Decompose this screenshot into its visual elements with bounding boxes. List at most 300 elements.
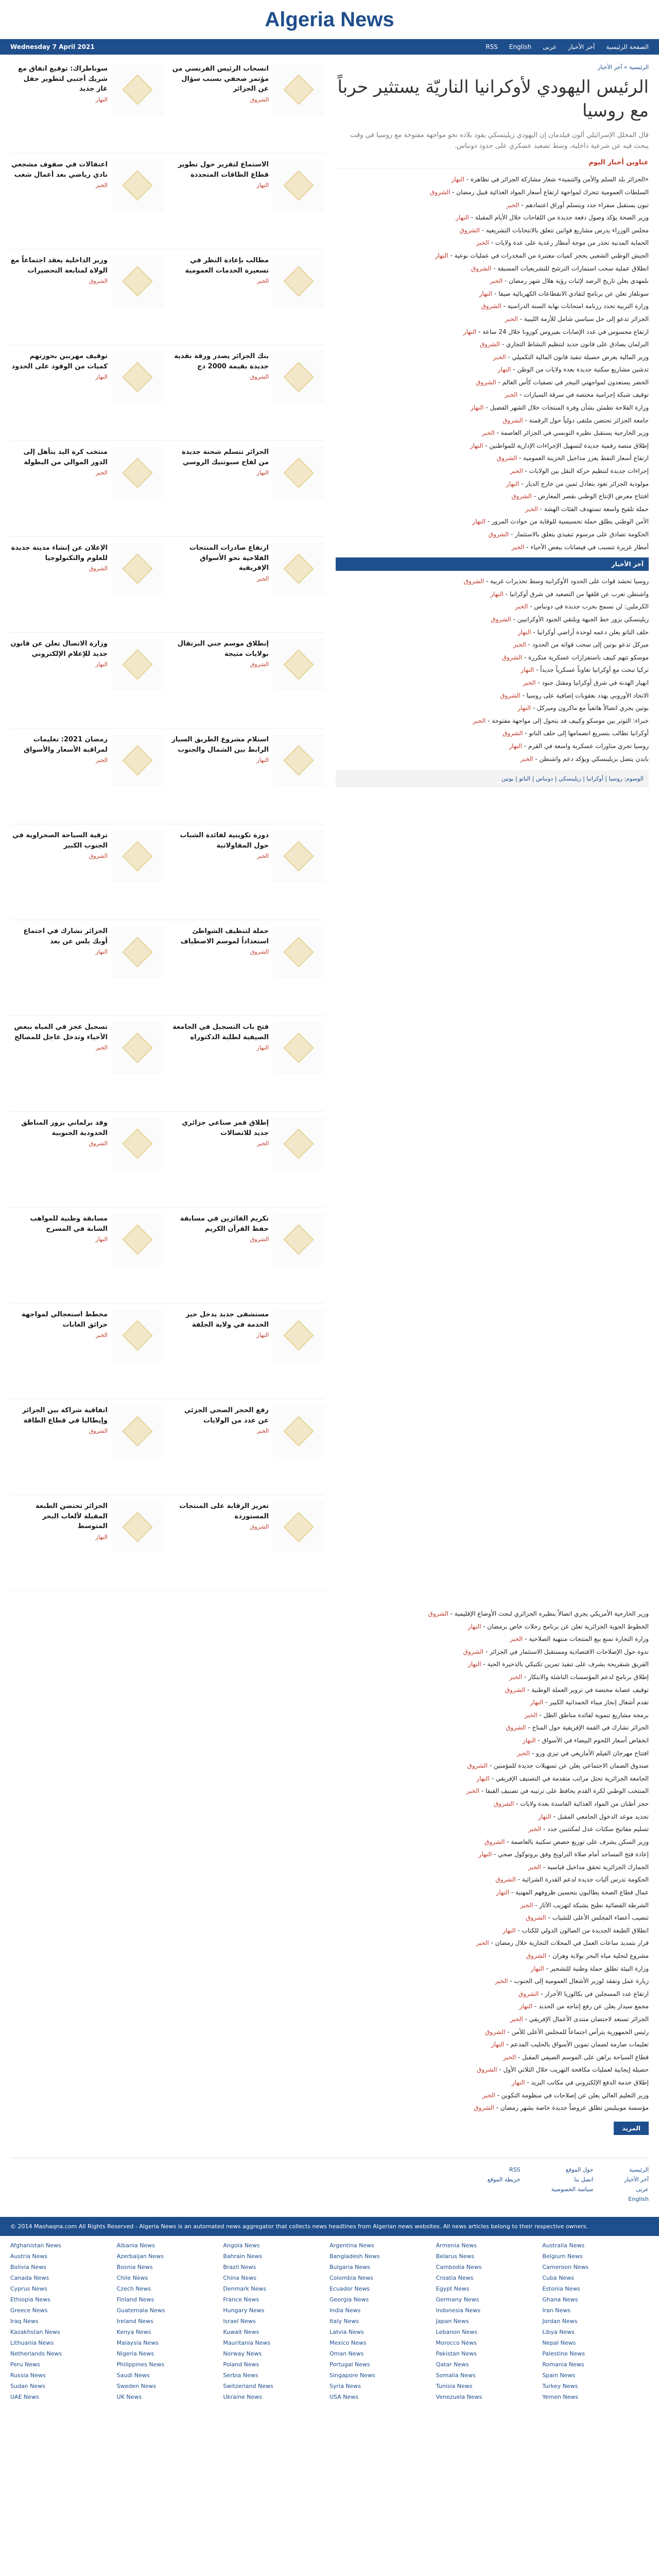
- news-card[interactable]: [10, 543, 163, 632]
- news-item[interactable]: تحديد موعد الدخول الجامعي المقبل - النهار: [538, 1812, 649, 1820]
- news-item[interactable]: إطلاق خدمة الدفع الإلكتروني في مكاتب البريد - النهار: [511, 2078, 649, 2086]
- news-item-title[interactable]: مشروع لتحلية مياه البحر بولاية وهران: [552, 1952, 649, 1960]
- news-item-title[interactable]: روسيا تحشد قوات على الحدود الأوكرانية وسط تحذيرات غربية: [490, 578, 649, 585]
- news-item-title[interactable]: الخطوط الجوية الجزائرية تعلن عن برنامج رحلات خاص برمضان: [487, 1622, 649, 1630]
- network-site-link[interactable]: Bulgaria News: [330, 2264, 370, 2271]
- news-item[interactable]: افتتاح مهرجان الفيلم الأمازيغي في تيزي وزو - الخبر: [517, 1749, 649, 1757]
- news-item[interactable]: زيلينسكي يزور خط الجبهة ويلتقي الجنود الأوكرانيين - الشروق: [491, 615, 649, 623]
- network-site-link[interactable]: Lebanon News: [436, 2329, 477, 2336]
- network-site-link[interactable]: Poland News: [223, 2361, 259, 2368]
- footer-link[interactable]: RSS: [509, 2166, 521, 2173]
- network-site-link[interactable]: India News: [330, 2307, 361, 2314]
- news-item-title[interactable]: الجمارك الجزائرية تحقق مداخيل قياسية: [547, 1863, 649, 1871]
- card-title[interactable]: انسحاب الرئيس الفرنسي من مؤتمر صحفي بسبب سؤال عن الجزائر: [172, 65, 269, 93]
- news-card[interactable]: [10, 447, 163, 536]
- news-item[interactable]: الجيش الوطني الشعبي يحجز كميات معتبرة من المخدرات في عمليات نوعية - النهار: [435, 251, 649, 259]
- news-card[interactable]: [10, 1118, 163, 1207]
- news-item-title[interactable]: الجزائر تستعد لاحتضان منتدى الأعمال الإفريقي: [529, 2015, 649, 2023]
- news-card[interactable]: [171, 1501, 324, 1590]
- network-site-link[interactable]: Norway News: [223, 2350, 262, 2358]
- news-item[interactable]: تسليم مفاتيح سكنات عدل لمكتتبين جدد - الخبر: [528, 1825, 649, 1833]
- network-site-link[interactable]: Sudan News: [10, 2383, 45, 2390]
- network-site-link[interactable]: Georgia News: [330, 2296, 369, 2303]
- news-item[interactable]: الشرطة القضائية تطيح بشبكة لتهريب الآثار - الخبر: [520, 1901, 649, 1909]
- card-title[interactable]: اتفاقية شراكة بين الجزائر وإيطاليا في قطاع الطاقة: [22, 1406, 108, 1425]
- news-item-title[interactable]: تسليم مفاتيح سكنات عدل لمكتتبين جدد: [547, 1825, 649, 1833]
- network-site-link[interactable]: Mauritania News: [223, 2340, 271, 2347]
- news-item[interactable]: وزير السكن يشرف على توزيع حصص سكنية بالعاصمة - الشروق: [484, 1838, 649, 1845]
- nav-link[interactable]: آخر الأخبار: [568, 43, 595, 50]
- news-item-title[interactable]: ندوة حول الإصلاحات الاقتصادية ومستقبل الاستثمار في الجزائر: [490, 1648, 649, 1655]
- news-card[interactable]: [10, 351, 163, 440]
- news-item[interactable]: حجز أطنان من المواد الغذائية الفاسدة بعدة ولايات - الشروق: [493, 1800, 649, 1807]
- news-card[interactable]: [171, 735, 324, 824]
- network-site-link[interactable]: Cameroon News: [542, 2264, 589, 2271]
- news-item-title[interactable]: الفريق شنقريحة يشرف على تنفيذ تمرين تكتيكي بالذخيرة الحية: [487, 1660, 649, 1668]
- network-site-link[interactable]: Brazil News: [223, 2264, 256, 2271]
- footer-link[interactable]: آخر الأخبار: [624, 2176, 649, 2183]
- network-site-link[interactable]: Albania News: [116, 2242, 155, 2249]
- news-item[interactable]: أوكرانيا تطالب بتسريع انضمامها إلى حلف الناتو - الشروق: [502, 730, 649, 737]
- news-item-title[interactable]: خبراء: التوتر بين موسكو وكييف قد يتحول إلى مواجهة مفتوحة: [492, 717, 649, 724]
- network-site-link[interactable]: Cyprus News: [10, 2285, 47, 2293]
- news-item[interactable]: صندوق الضمان الاجتماعي يعلن عن تسهيلات جديدة للمؤمنين - الشروق: [467, 1762, 649, 1770]
- news-item-title[interactable]: الحكومة تصادق على مرسوم تنفيذي يتعلق بالاستثمار: [515, 531, 649, 538]
- news-item-title[interactable]: واشنطن تعرب عن قلقها من التصعيد في شرق أوكرانيا: [509, 590, 649, 598]
- news-item-title[interactable]: توقيف شبكة إجرامية مختصة في سرقة السيارات: [524, 391, 649, 399]
- network-site-link[interactable]: Pakistan News: [436, 2350, 477, 2358]
- news-item[interactable]: ندوة حول الإصلاحات الاقتصادية ومستقبل الاستثمار في الجزائر - الشروق: [463, 1648, 649, 1655]
- network-site-link[interactable]: Jordan News: [542, 2318, 578, 2325]
- network-site-link[interactable]: Bangladesh News: [330, 2253, 380, 2260]
- news-card[interactable]: [171, 1118, 324, 1207]
- news-item-title[interactable]: بلمهدي يعلن تاريخ الرصد لإثبات رؤية هلال شهر رمضان: [509, 277, 649, 285]
- network-site-link[interactable]: Czech News: [116, 2285, 151, 2293]
- news-item[interactable]: ارتفاع عدد المسجلين في بكالوريا الأحرار - الشروق: [518, 1990, 649, 1997]
- news-item-title[interactable]: إجراءات جديدة لتنظيم حركة النقل بين الولايات: [529, 467, 649, 475]
- news-item[interactable]: سونلغاز تعلن عن برنامج لتفادي الانقطاعات الكهربائية صيفا - النهار: [479, 290, 649, 297]
- news-item[interactable]: وزير المالية يعرض حصيلة تنفيذ قانون المالية التكميلي - الخبر: [493, 353, 649, 361]
- network-site-link[interactable]: Kazakhstan News: [10, 2329, 60, 2336]
- news-item[interactable]: البرلمان يصادق على قانون جديد لتنظيم النشاط التجاري - الشروق: [479, 341, 649, 348]
- network-site-link[interactable]: Ecuador News: [330, 2285, 370, 2293]
- network-site-link[interactable]: Cuba News: [542, 2275, 574, 2282]
- network-site-link[interactable]: Iraq News: [10, 2318, 39, 2325]
- news-item[interactable]: الحماية المدنية تحذر من موجة أمطار رعدية على عدة ولايات - الخبر: [476, 239, 649, 247]
- network-site-link[interactable]: Chile News: [116, 2275, 148, 2282]
- news-card[interactable]: [171, 447, 324, 536]
- news-item[interactable]: تبون يستقبل سفراء جدد ويتسلم أوراق اعتمادهم - الخبر: [506, 201, 649, 209]
- card-title[interactable]: استلام مشروع الطريق السيار الرابط بين الشمال والجنوب: [171, 736, 269, 754]
- footer-link[interactable]: اتصل بنا: [574, 2176, 594, 2183]
- news-item-title[interactable]: تقدم أشغال إنجاز ميناء الحمدانية الكبير: [549, 1699, 649, 1706]
- news-item[interactable]: تركيا تبحث مع أوكرانيا تعاوناً عسكرياً جديداً - النهار: [521, 666, 649, 674]
- network-site-link[interactable]: Egypt News: [436, 2285, 470, 2293]
- news-item[interactable]: رئيس الجمهورية يترأس اجتماعاً للمجلس الأعلى للأمن - الشروق: [485, 2028, 649, 2036]
- news-item-title[interactable]: المنتخب الوطني لكرة القدم يحافظ على ترتيبه في تصنيف الفيفا: [485, 1787, 649, 1795]
- news-item-title[interactable]: ميركل تدعو بوتين إلى سحب قواته من الحدود: [532, 641, 649, 649]
- network-site-link[interactable]: Latvia News: [330, 2329, 364, 2336]
- network-site-link[interactable]: Portugal News: [330, 2361, 370, 2368]
- network-site-link[interactable]: Palestine News: [542, 2350, 585, 2358]
- news-item[interactable]: «الجزائر بلد السلم والأمن والتنمية» شعار مشاركة الجزائر في تظاهرة - النهار: [451, 176, 649, 183]
- card-title[interactable]: تعزيز الرقابة على المنتجات المستوردة: [179, 1502, 269, 1520]
- network-site-link[interactable]: Nigeria News: [116, 2350, 154, 2358]
- news-card[interactable]: [171, 831, 324, 920]
- news-item-title[interactable]: انخفاض أسعار اللحوم البيضاء في الأسواق: [542, 1736, 649, 1744]
- card-title[interactable]: إطلاق قمر صناعي جزائري جديد للاتصالات: [182, 1119, 269, 1137]
- news-item-title[interactable]: حصيلة إيجابية لعمليات مكافحة التهريب خلال الثلاثي الأول: [503, 2066, 649, 2074]
- news-item[interactable]: الخضر يستعدون لمواجهتي النيجر في تصفيات كأس العالم - الشروق: [476, 378, 649, 386]
- news-item-title[interactable]: تدشين مشاريع سكنية جديدة بعدة ولايات من الوطن: [517, 366, 649, 374]
- network-site-link[interactable]: Belgium News: [542, 2253, 583, 2260]
- card-title[interactable]: تكريم الفائزين في مسابقة حفظ القرآن الكريم: [180, 1215, 269, 1233]
- news-card[interactable]: [171, 1214, 324, 1303]
- news-item-title[interactable]: الحكومة تدرس آليات جديدة لدعم القدرة الشرائية: [522, 1876, 649, 1884]
- news-item[interactable]: إجراءات جديدة لتنظيم حركة النقل بين الولايات - الخبر: [510, 467, 649, 475]
- network-site-link[interactable]: Indonesia News: [436, 2307, 481, 2314]
- network-site-link[interactable]: Qatar News: [436, 2361, 469, 2368]
- news-item-title[interactable]: بايدن يتصل بزيلينسكي ويؤكد دعم واشنطن: [539, 755, 649, 762]
- card-title[interactable]: منتخب كرة اليد يتأهل إلى الدور الموالي من البطولة: [23, 448, 108, 466]
- news-item-title[interactable]: انطلاق الطبعة الجديدة من الصالون الدولي للكتاب: [522, 1926, 649, 1934]
- news-item[interactable]: الجزائر تستعد لاحتضان منتدى الأعمال الإفريقي - الخبر: [510, 2015, 649, 2023]
- news-item-title[interactable]: الخضر يستعدون لمواجهتي النيجر في تصفيات كأس العالم: [502, 378, 649, 386]
- news-item-title[interactable]: زيارة عمل وتفقد لوزير الأشغال العمومية إلى الجنوب: [514, 1977, 649, 1985]
- card-title[interactable]: الاستماع لتقرير حول تطوير قطاع الطاقات المتجددة: [178, 161, 269, 179]
- news-item-title[interactable]: انطلاق عملية سحب استمارات الترشح للتشريعيات المسبقة: [497, 264, 649, 272]
- nav-link[interactable]: الصفحة الرئيسية: [606, 43, 649, 50]
- news-item[interactable]: ميركل تدعو بوتين إلى سحب قواته من الحدود - الخبر: [513, 641, 649, 649]
- site-logo[interactable]: Algeria News: [265, 8, 394, 31]
- network-site-link[interactable]: Denmark News: [223, 2285, 267, 2293]
- network-site-link[interactable]: Tunisia News: [436, 2383, 473, 2390]
- news-item-title[interactable]: وزير الصحة يؤكد وصول دفعة جديدة من اللقاحات خلال الأيام المقبلة: [475, 214, 649, 222]
- news-item[interactable]: وزير الصحة يؤكد وصول دفعة جديدة من اللقاحات خلال الأيام المقبلة - النهار: [456, 214, 649, 222]
- news-item-title[interactable]: الاتحاد الأوروبي يهدد بعقوبات إضافية على روسيا: [526, 691, 649, 699]
- network-site-link[interactable]: UAE News: [10, 2394, 39, 2401]
- news-item-title[interactable]: رئيس الجمهورية يترأس اجتماعاً للمجلس الأعلى للأمن: [511, 2028, 649, 2036]
- news-item[interactable]: واشنطن تعرب عن قلقها من التصعيد في شرق أوكرانيا - النهار: [490, 590, 649, 598]
- news-card[interactable]: [171, 160, 324, 249]
- network-site-link[interactable]: UK News: [116, 2394, 142, 2401]
- news-item[interactable]: خبراء: التوتر بين موسكو وكييف قد يتحول إلى مواجهة مفتوحة - الخبر: [473, 717, 649, 724]
- card-title[interactable]: سوناطراك: توقيع اتفاق مع شريك أجنبي لتطوير حقل غاز جديد: [18, 65, 108, 93]
- network-site-link[interactable]: Somalia News: [436, 2372, 476, 2379]
- news-card[interactable]: [171, 1405, 324, 1495]
- news-card[interactable]: [171, 543, 324, 632]
- news-item[interactable]: الجزائر تدعو إلى حل سياسي شامل للأزمة الليبية - الخبر: [505, 315, 649, 323]
- news-item[interactable]: وزير الخارجية الأمريكي يجري اتصالاً بنظيره الجزائري لبحث الأوضاع الإقليمية - الشروق: [428, 1610, 649, 1617]
- network-site-link[interactable]: Iran News: [542, 2307, 571, 2314]
- network-site-link[interactable]: Spain News: [542, 2372, 576, 2379]
- news-item[interactable]: عمال قطاع الصحة يطالبون بتحسين ظروفهم المهنية - النهار: [496, 1889, 649, 1896]
- news-item-title[interactable]: تحديد موعد الدخول الجامعي المقبل: [557, 1812, 649, 1820]
- news-item-title[interactable]: وزير الخارجية يستقبل نظيره التونسي في الجزائر العاصمة: [500, 429, 649, 437]
- network-site-link[interactable]: Austria News: [10, 2253, 48, 2260]
- news-card[interactable]: [171, 926, 324, 1015]
- network-site-link[interactable]: Bahrain News: [223, 2253, 263, 2260]
- news-item[interactable]: وزارة التربية تحدد رزنامة امتحانات نهاية السنة الدراسية - الشروق: [481, 302, 649, 310]
- news-item[interactable]: روسيا تحشد قوات على الحدود الأوكرانية وسط تحذيرات غربية - الشروق: [463, 578, 649, 585]
- card-title[interactable]: فتح باب التسجيل في الجامعة الصيفية لطلبة الدكتوراه: [172, 1023, 269, 1041]
- news-item[interactable]: بايدن يتصل بزيلينسكي ويؤكد دعم واشنطن - الخبر: [520, 755, 649, 762]
- news-item-title[interactable]: أوكرانيا تطالب بتسريع انضمامها إلى حلف الناتو: [529, 730, 649, 737]
- network-site-link[interactable]: Ghana News: [542, 2296, 578, 2303]
- news-item[interactable]: ارتفاع محسوس في عدد الإصابات بفيروس كورونا خلال 24 ساعة - النهار: [463, 328, 649, 335]
- network-site-link[interactable]: Netherlands News: [10, 2350, 62, 2358]
- news-item[interactable]: الأمن الوطني يطلق حملة تحسيسية للوقاية من حوادث المرور - النهار: [472, 518, 649, 526]
- news-item[interactable]: انخفاض أسعار اللحوم البيضاء في الأسواق - النهار: [522, 1736, 649, 1744]
- news-item[interactable]: حلف الناتو يعلن دعمه لوحدة أراضي أوكرانيا - النهار: [517, 628, 649, 636]
- news-item[interactable]: إعادة فتح المساجد أمام صلاة التراويح وفق بروتوكول صحي - النهار: [478, 1851, 649, 1858]
- news-card[interactable]: [10, 735, 163, 824]
- news-item[interactable]: وزارة التجارة تمنع بيع المنتجات منتهية الصلاحية - الخبر: [510, 1635, 649, 1643]
- network-site-link[interactable]: Japan News: [436, 2318, 469, 2325]
- news-item[interactable]: انطلاق الطبعة الجديدة من الصالون الدولي للكتاب - النهار: [502, 1926, 649, 1934]
- network-site-link[interactable]: Bolivia News: [10, 2264, 46, 2271]
- news-item[interactable]: انطلاق عملية سحب استمارات الترشح للتشريعيات المسبقة - الشروق: [471, 264, 649, 272]
- news-item-title[interactable]: الجزائر تشارك في القمة الإفريقية حول المناخ: [532, 1724, 649, 1732]
- network-site-link[interactable]: Finland News: [116, 2296, 154, 2303]
- news-item[interactable]: الخطوط الجوية الجزائرية تعلن عن برنامج رحلات خاص برمضان - النهار: [467, 1622, 649, 1630]
- network-site-link[interactable]: Yemen News: [542, 2394, 579, 2401]
- news-item[interactable]: ارتفاع أسعار النفط يعزز مداخيل الخزينة العمومية - الشروق: [496, 454, 649, 462]
- news-item[interactable]: وزارة الفلاحة تطمئن بشأن وفرة المنتجات خلال الشهر الفضيل - النهار: [470, 404, 649, 412]
- network-site-link[interactable]: Germany News: [436, 2296, 479, 2303]
- news-item[interactable]: بوتين يجري اتصالاً هاتفياً مع ماكرون وميركل - النهار: [517, 704, 649, 712]
- news-item-title[interactable]: برمجة مشاريع تنموية لفائدة مناطق الظل: [543, 1711, 649, 1719]
- news-item[interactable]: زيارة عمل وتفقد لوزير الأشغال العمومية إلى الجنوب - الخبر: [495, 1977, 649, 1985]
- news-card[interactable]: [10, 256, 163, 345]
- news-item[interactable]: إطلاق برنامج لدعم المؤسسات الناشئة والابتكار - الخبر: [509, 1673, 649, 1681]
- network-site-link[interactable]: Canada News: [10, 2275, 49, 2282]
- card-title[interactable]: مستشفى جديد يدخل حيز الخدمة في ولاية الجلفة: [185, 1311, 269, 1329]
- network-site-link[interactable]: Afghanistan News: [10, 2242, 61, 2249]
- news-item[interactable]: الاتحاد الأوروبي يهدد بعقوبات إضافية على روسيا - الشروق: [500, 691, 649, 699]
- network-site-link[interactable]: Azerbaijan News: [116, 2253, 164, 2260]
- news-item[interactable]: قرار بتمديد ساعات العمل في المحلات التجارية خلال رمضان - الخبر: [476, 1939, 649, 1947]
- news-item-title[interactable]: قطاع السياحة يراهن على الموسم الصيفي المقبل: [522, 2053, 649, 2061]
- news-item[interactable]: بلمهدي يعلن تاريخ الرصد لإثبات رؤية هلال شهر رمضان - الخبر: [490, 277, 649, 285]
- news-item-title[interactable]: وزارة التجارة تمنع بيع المنتجات منتهية الصلاحية: [529, 1635, 649, 1643]
- news-item[interactable]: أمطار غزيرة تتسبب في فيضانات ببعض الأحياء - الخبر: [511, 543, 649, 551]
- news-item[interactable]: روسيا تجري مناورات عسكرية واسعة في القرم - النهار: [509, 742, 649, 750]
- news-item-title[interactable]: إطلاق برنامج لدعم المؤسسات الناشئة والابتكار: [528, 1673, 649, 1681]
- news-item[interactable]: الجزائر تشارك في القمة الإفريقية حول المناخ - الشروق: [506, 1724, 649, 1732]
- network-site-link[interactable]: Russia News: [10, 2372, 46, 2379]
- network-site-link[interactable]: Malaysia News: [116, 2340, 159, 2347]
- card-title[interactable]: ترقية السياحة الصحراوية في الجنوب الكبير: [12, 832, 108, 850]
- news-card[interactable]: [171, 639, 324, 728]
- news-item[interactable]: الحكومة تدرس آليات جديدة لدعم القدرة الشرائية - الشروق: [495, 1876, 649, 1884]
- news-item[interactable]: مجمع سيدار يعلن عن رفع إنتاجه من الحديد - النهار: [519, 2003, 649, 2010]
- network-site-link[interactable]: Angola News: [223, 2242, 260, 2249]
- news-card[interactable]: [171, 64, 324, 153]
- news-card[interactable]: [10, 1310, 163, 1399]
- news-item-title[interactable]: وزارة التربية تحدد رزنامة امتحانات نهاية السنة الدراسية: [507, 302, 649, 310]
- nav-link[interactable]: عربى: [543, 43, 557, 50]
- footer-link[interactable]: الرئيسية: [629, 2166, 649, 2173]
- news-card[interactable]: [171, 1022, 324, 1111]
- news-item-title[interactable]: وزير المالية يعرض حصيلة تنفيذ قانون المالية التكميلي: [512, 353, 649, 361]
- network-site-link[interactable]: Kuwait News: [223, 2329, 259, 2336]
- network-site-link[interactable]: Mexico News: [330, 2340, 367, 2347]
- news-item-title[interactable]: افتتاح معرض الإنتاج الوطني بقصر المعارض: [537, 493, 649, 500]
- network-site-link[interactable]: USA News: [330, 2394, 358, 2401]
- network-site-link[interactable]: Ethiopia News: [10, 2296, 51, 2303]
- news-item-title[interactable]: ارتفاع عدد المسجلين في بكالوريا الأحرار: [545, 1990, 649, 1997]
- news-item[interactable]: السلطات العمومية تتحرك لمواجهة ارتفاع أسعار المواد الغذائية قبيل رمضان - الشروق: [429, 188, 649, 196]
- news-item-title[interactable]: وزارة الفلاحة تطمئن بشأن وفرة المنتجات خلال الشهر الفضيل: [490, 404, 649, 412]
- news-item[interactable]: قطاع السياحة يراهن على الموسم الصيفي المقبل - الخبر: [503, 2053, 649, 2061]
- news-card[interactable]: [10, 1022, 163, 1111]
- news-item-title[interactable]: وزير الخارجية الأمريكي يجري اتصالاً بنظيره الجزائري لبحث الأوضاع الإقليمية: [454, 1610, 649, 1617]
- news-item[interactable]: وزارة البيئة تطلق حملة وطنية للتشجير - النهار: [531, 1964, 649, 1972]
- news-item-title[interactable]: الحماية المدنية تحذر من موجة أمطار رعدية على عدة ولايات: [495, 239, 649, 247]
- network-site-link[interactable]: Hungary News: [223, 2307, 265, 2314]
- news-item-title[interactable]: الأمن الوطني يطلق حملة تحسيسية للوقاية من حوادث المرور: [491, 518, 649, 526]
- footer-link[interactable]: سياسة الخصوصية: [551, 2185, 594, 2193]
- news-card[interactable]: [10, 1405, 163, 1495]
- news-item-title[interactable]: روسيا تجري مناورات عسكرية واسعة في القرم: [528, 742, 649, 750]
- network-site-link[interactable]: Ireland News: [116, 2318, 153, 2325]
- news-item-title[interactable]: الجيش الوطني الشعبي يحجز كميات معتبرة من المخدرات في عمليات نوعية: [454, 251, 649, 259]
- news-item[interactable]: توقيف شبكة إجرامية مختصة في سرقة السيارات - الخبر: [505, 391, 649, 399]
- network-site-link[interactable]: Philippines News: [116, 2361, 165, 2368]
- card-title[interactable]: وزير الداخلية يعقد اجتماعاً مع الولاة لمتابعة التحضيرات: [10, 257, 108, 275]
- news-item-title[interactable]: مولودية الجزائر تعود بتعادل ثمين من خارج الديار: [525, 480, 649, 487]
- news-item-title[interactable]: صندوق الضمان الاجتماعي يعلن عن تسهيلات جديدة للمؤمنين: [493, 1762, 649, 1770]
- network-site-link[interactable]: Kenya News: [116, 2329, 151, 2336]
- news-item-title[interactable]: إطلاق خدمة الدفع الإلكتروني في مكاتب البريد: [531, 2078, 649, 2086]
- news-item[interactable]: افتتاح معرض الإنتاج الوطني بقصر المعارض - الشروق: [511, 493, 649, 500]
- card-title[interactable]: الجزائر تشارك في اجتماع أوبك بلس عن بعد: [23, 927, 108, 945]
- news-item-title[interactable]: إطلاق منصة رقمية جديدة لتسهيل الإجراءات الإدارية للمواطنين: [489, 442, 649, 449]
- news-item[interactable]: جامعة الجزائر تحتضن ملتقى دولياً حول الرقمنة - الشروق: [502, 416, 649, 424]
- network-site-link[interactable]: Serbia News: [223, 2372, 258, 2379]
- news-card[interactable]: [10, 64, 163, 153]
- news-item[interactable]: تنصيب أعضاء المجلس الأعلى للشباب - الشروق: [526, 1914, 649, 1922]
- news-item[interactable]: توقيف عصابة مختصة في تزوير العملة الوطنية - الشروق: [505, 1686, 649, 1693]
- news-item-title[interactable]: زيلينسكي يزور خط الجبهة ويلتقي الجنود الأوكرانيين: [517, 615, 649, 623]
- network-site-link[interactable]: Romania News: [542, 2361, 584, 2368]
- news-item[interactable]: وزير الخارجية يستقبل نظيره التونسي في الجزائر العاصمة - الخبر: [481, 429, 649, 437]
- news-card[interactable]: [10, 926, 163, 1015]
- news-item[interactable]: الجمارك الجزائرية تحقق مداخيل قياسية - الخبر: [528, 1863, 649, 1871]
- news-item[interactable]: مشروع لتحلية مياه البحر بولاية وهران - الشروق: [526, 1952, 649, 1960]
- card-title[interactable]: اعتقالات في صفوف مشجعي نادي رياضي بعد أعمال شغب: [11, 161, 108, 179]
- news-item-title[interactable]: حجز أطنان من المواد الغذائية الفاسدة بعدة ولايات: [520, 1800, 649, 1807]
- card-title[interactable]: حملة لتنظيف الشواطئ استعداداً لموسم الاصطياف: [180, 927, 269, 945]
- card-title[interactable]: وفد برلماني يزور المناطق الحدودية الجنوبية: [21, 1119, 108, 1137]
- card-title[interactable]: وزارة الاتصال تعلن عن قانون جديد للإعلام الإلكتروني: [10, 640, 108, 658]
- network-site-link[interactable]: Belarus News: [436, 2253, 475, 2260]
- network-site-link[interactable]: Syria News: [330, 2383, 361, 2390]
- card-title[interactable]: دورة تكوينية لفائدة الشباب حول المقاولاتية: [180, 832, 269, 850]
- news-item-title[interactable]: تركيا تبحث مع أوكرانيا تعاوناً عسكرياً جديداً: [540, 666, 649, 674]
- news-item-title[interactable]: الجامعة الجزائرية تحتل مراتب متقدمة في التصنيف الإفريقي: [495, 1774, 649, 1782]
- news-card[interactable]: [171, 1310, 324, 1399]
- network-site-link[interactable]: Libya News: [542, 2329, 575, 2336]
- card-title[interactable]: رفع الحجر الصحي الجزئي عن عدد من الولايات: [184, 1406, 269, 1425]
- news-item-title[interactable]: حلف الناتو يعلن دعمه لوحدة أراضي أوكرانيا: [537, 628, 649, 636]
- card-title[interactable]: الجزائر تحتضن الطبعة المقبلة لألعاب البحر المتوسط: [36, 1502, 108, 1530]
- network-site-link[interactable]: Greece News: [10, 2307, 48, 2314]
- news-item[interactable]: وزير التعليم العالي يعلن عن إصلاحات في منظومة التكوين - الخبر: [482, 2091, 649, 2099]
- news-item-title[interactable]: موسكو تتهم كييف باستفزازات عسكرية متكررة: [528, 653, 649, 661]
- news-card[interactable]: [171, 351, 324, 440]
- network-site-link[interactable]: Argentina News: [330, 2242, 374, 2249]
- card-title[interactable]: إنطلاق موسم جني البرتقال بولايات متيجة: [177, 640, 269, 658]
- news-item-title[interactable]: الكرملين: لن نسمح بحرب جديدة في دونباس: [534, 603, 649, 611]
- news-item[interactable]: تقدم أشغال إنجاز ميناء الحمدانية الكبير - النهار: [530, 1699, 649, 1706]
- news-item-title[interactable]: إعادة فتح المساجد أمام صلاة التراويح وفق بروتوكول صحي: [498, 1851, 649, 1858]
- card-title[interactable]: الإعلان عن إنشاء مدينة جديدة للعلوم والتكنولوجيا: [11, 544, 108, 562]
- footer-link[interactable]: حول الموقع: [565, 2166, 594, 2173]
- card-title[interactable]: مطالب بإعادة النظر في تسعيرة الخدمات العمومية: [185, 257, 269, 275]
- news-item[interactable]: الجامعة الجزائرية تحتل مراتب متقدمة في التصنيف الإفريقي - النهار: [476, 1774, 649, 1782]
- news-item-title[interactable]: مؤسسة موبيليس تطلق عروضاً جديدة خاصة بشهر رمضان: [500, 2104, 649, 2112]
- news-card[interactable]: [10, 639, 163, 728]
- news-item-title[interactable]: تعليمات صارمة لضمان تموين الأسواق بالحليب المدعم: [510, 2041, 649, 2048]
- card-title[interactable]: بنك الجزائر يصدر ورقة نقدية جديدة بقيمة 2000 دج: [174, 352, 269, 370]
- tags-bar[interactable]: الوسوم: روسيا | أوكرانيا | زيلينسكي | دونباس | الناتو | بوتين: [336, 770, 649, 787]
- news-item-title[interactable]: وزير السكن يشرف على توزيع حصص سكنية بالعاصمة: [511, 1838, 649, 1845]
- news-item[interactable]: انهيار الهدنة في شرق أوكرانيا ومقتل جنود - الخبر: [523, 679, 649, 686]
- news-item-title[interactable]: انهيار الهدنة في شرق أوكرانيا ومقتل جنود: [542, 679, 649, 686]
- network-site-link[interactable]: Australia News: [542, 2242, 585, 2249]
- news-item-title[interactable]: ارتفاع أسعار النفط يعزز مداخيل الخزينة العمومية: [523, 454, 649, 462]
- news-item[interactable]: المنتخب الوطني لكرة القدم يحافظ على ترتيبه في تصنيف الفيفا - الخبر: [466, 1787, 649, 1795]
- network-site-link[interactable]: Bosnia News: [116, 2264, 153, 2271]
- network-site-link[interactable]: Colombia News: [330, 2275, 373, 2282]
- news-card[interactable]: [171, 256, 324, 345]
- news-card[interactable]: [10, 160, 163, 249]
- news-item[interactable]: مولودية الجزائر تعود بتعادل ثمين من خارج الديار - النهار: [506, 480, 649, 487]
- network-site-link[interactable]: Peru News: [10, 2361, 40, 2368]
- network-site-link[interactable]: Ukraine News: [223, 2394, 263, 2401]
- card-title[interactable]: توقيف مهربين بحوزتهم كميات من الوقود على الحدود: [11, 352, 108, 370]
- footer-link[interactable]: English: [628, 2195, 649, 2202]
- news-item-title[interactable]: «الجزائر بلد السلم والأمن والتنمية» شعار مشاركة الجزائر في تظاهرة: [471, 176, 649, 183]
- news-item-title[interactable]: جامعة الجزائر تحتضن ملتقى دولياً حول الرقمنة: [529, 416, 649, 424]
- news-item-title[interactable]: وزارة البيئة تطلق حملة وطنية للتشجير: [550, 1964, 649, 1972]
- network-site-link[interactable]: Switzerland News: [223, 2383, 273, 2390]
- network-site-link[interactable]: Israel News: [223, 2318, 256, 2325]
- network-site-link[interactable]: Oman News: [330, 2350, 364, 2358]
- news-item[interactable]: حصيلة إيجابية لعمليات مكافحة التهريب خلال الثلاثي الأول - الشروق: [477, 2066, 649, 2074]
- network-site-link[interactable]: Guatemala News: [116, 2307, 165, 2314]
- news-item[interactable]: مؤسسة موبيليس تطلق عروضاً جديدة خاصة بشهر رمضان - الشروق: [474, 2104, 649, 2112]
- network-site-link[interactable]: Italy News: [330, 2318, 359, 2325]
- news-item-title[interactable]: الشرطة القضائية تطيح بشبكة لتهريب الآثار: [539, 1901, 649, 1909]
- news-item-title[interactable]: سونلغاز تعلن عن برنامج لتفادي الانقطاعات الكهربائية صيفا: [498, 290, 649, 297]
- card-title[interactable]: تسجيل عجز في المياه ببعض الأحياء وتدخل عاجل للمصالح: [14, 1023, 108, 1041]
- news-item[interactable]: الفريق شنقريحة يشرف على تنفيذ تمرين تكتيكي بالذخيرة الحية - النهار: [467, 1660, 649, 1668]
- footer-link[interactable]: خريطة الموقع: [487, 2176, 521, 2183]
- network-site-link[interactable]: China News: [223, 2275, 256, 2282]
- news-item-title[interactable]: الجزائر تدعو إلى حل سياسي شامل للأزمة الليبية: [524, 315, 649, 323]
- news-item-title[interactable]: البرلمان يصادق على قانون جديد لتنظيم النشاط التجاري: [506, 341, 649, 348]
- news-item[interactable]: برمجة مشاريع تنموية لفائدة مناطق الظل - الخبر: [524, 1711, 649, 1719]
- network-site-link[interactable]: Saudi News: [116, 2372, 150, 2379]
- news-item-title[interactable]: وزير التعليم العالي يعلن عن إصلاحات في منظومة التكوين: [501, 2091, 649, 2099]
- news-item-title[interactable]: أمطار غزيرة تتسبب في فيضانات ببعض الأحياء: [530, 543, 649, 551]
- card-title[interactable]: مخطط استعجالي لمواجهة حرائق الغابات: [21, 1311, 108, 1329]
- news-item-title[interactable]: افتتاح مهرجان الفيلم الأمازيغي في تيزي وزو: [536, 1749, 649, 1757]
- news-card[interactable]: [10, 1501, 163, 1590]
